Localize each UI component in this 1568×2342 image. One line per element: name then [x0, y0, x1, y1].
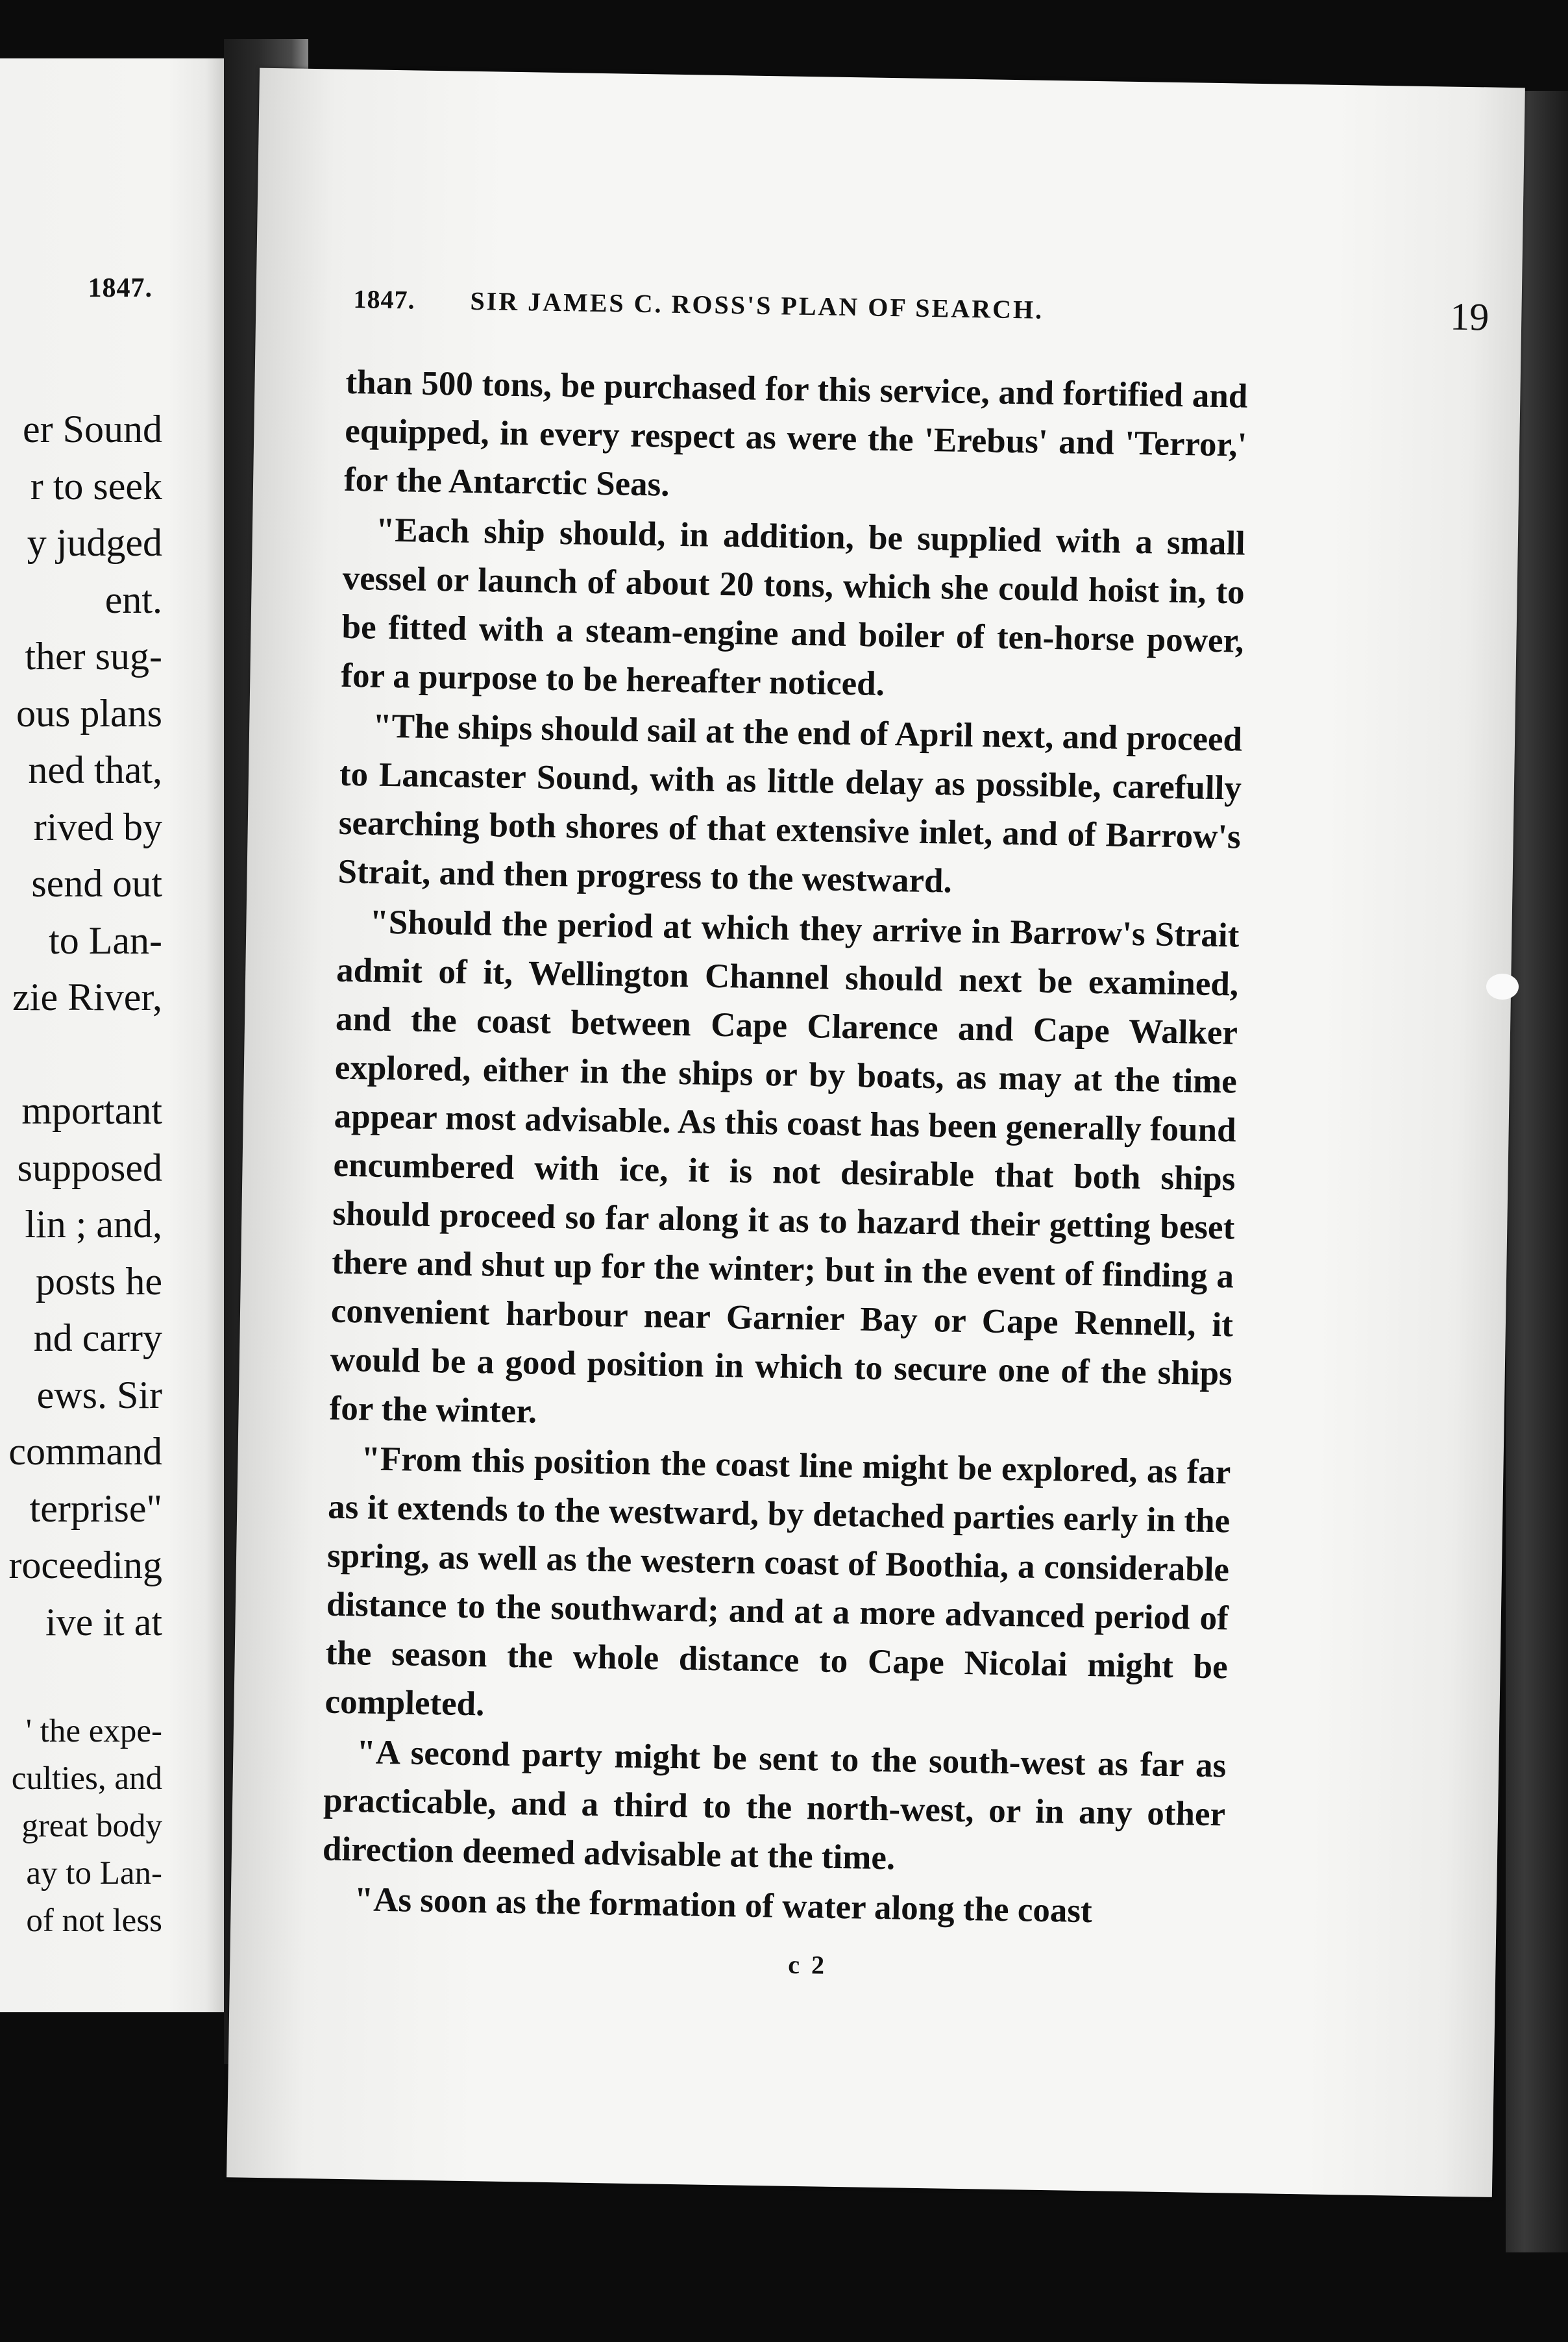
left-line: terprise" — [29, 1486, 162, 1530]
left-line: zie River, — [12, 976, 162, 1018]
left-line: rived by — [33, 805, 162, 848]
left-line: supposed — [17, 1146, 162, 1189]
left-line: ous plans — [16, 691, 162, 735]
paragraph: "Should the period at which they arrive in Barrow's Strait admit of it, Wellington Channel should next be examined, and the coast between Cape Clarence and Cape Walker explored, either in the ships or by boats, as may at the time appear most advisable. As this coast has been generally found encumbered with ice, it is not desirable that both ships should proceed so far along it as to hazard their getting beset there and shut up for the winter; but in the event of finding a convenient harbour near Garnier Bay or Cape Rennell, it would be a good position in which to secure one of the ships for the winter. — [329, 903, 1240, 1431]
main-page — [227, 68, 1525, 2197]
left-page-year: 1847. — [88, 273, 153, 303]
page-number: 19 — [1449, 295, 1489, 339]
left-line: ews. Sir — [36, 1373, 162, 1416]
header-year: 1847. — [353, 284, 415, 315]
header-title: SIR JAMES C. ROSS'S PLAN OF SEARCH. — [470, 286, 1044, 325]
left-line: ay to Lan- — [26, 1855, 162, 1892]
left-line: mportant — [21, 1089, 162, 1132]
left-line: y judged — [27, 521, 162, 564]
signature-mark: c 2 — [787, 1949, 827, 1980]
left-line: ive it at — [45, 1600, 162, 1644]
left-line: ' the expe- — [25, 1712, 162, 1749]
page-body — [321, 358, 1248, 1938]
left-line: roceeding — [8, 1544, 162, 1586]
paragraph: "A second party might be sent to the south-west as far as practicable, and a third to the north-west, or in any other direction deemed advisable at the time. — [322, 1733, 1227, 1877]
left-line: nd carry — [33, 1316, 162, 1359]
left-line: er Sound — [23, 408, 162, 450]
paragraph: "As soon as the formation of water along the coast — [354, 1880, 1093, 1930]
left-paragraph-gap — [0, 1651, 162, 1708]
paragraph: "The ships should sail at the end of April next, and proceed to Lancaster Sound, with as little delay as possible, carefully searching both shores of that extensive inlet, and of Barrow's Strait, and then progress to the westward. — [337, 707, 1243, 900]
left-paragraph-gap — [0, 1026, 162, 1083]
running-header — [353, 277, 1509, 347]
left-line: ned that, — [28, 748, 162, 791]
paragraph: "Each ship should, in addition, be supplied with a small vessel or launch of about 20 tons, which she could hoist in, to be fitted with a steam-engine and boiler of ten-horse power, for a purpose to be hereafter noticed. — [340, 511, 1246, 703]
paragraph: "From this position the coast line might be explored, as far as it extends to the westward, by detached parties early in the spring, as well as the western coast of Boothia, a considerable distance to the southward; and at a more advanced period of the season the whole distance to Cape Nicolai might be completed. — [325, 1440, 1231, 1723]
left-line: command — [8, 1430, 162, 1473]
left-line: to Lan- — [49, 918, 162, 962]
left-line: lin ; and, — [25, 1203, 162, 1246]
left-line: of not less — [26, 1902, 162, 1939]
paragraph: than 500 tons, be purchased for this service, and fortified and equipped, in every respect as were the 'Erebus' and 'Terror,' for the Antarctic Seas. — [343, 363, 1248, 504]
left-line: culties, and — [11, 1760, 162, 1797]
left-line: ent. — [104, 578, 162, 621]
left-line: send out — [31, 862, 162, 905]
left-line: posts he — [36, 1259, 162, 1303]
left-line: r to seek — [30, 464, 162, 508]
left-page — [0, 58, 224, 2012]
paper-blemish — [1486, 974, 1519, 1000]
left-line: great body — [21, 1807, 162, 1844]
left-page-text — [0, 401, 162, 1945]
left-line: ther sug- — [25, 635, 162, 678]
